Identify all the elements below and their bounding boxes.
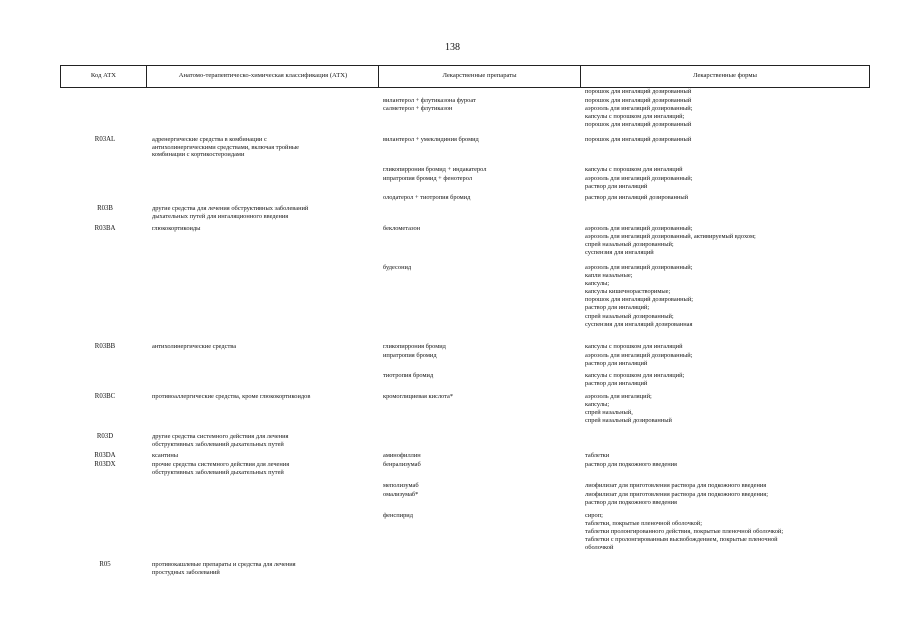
forms-5 xyxy=(585,175,865,191)
forms-9 xyxy=(585,343,865,351)
forms-6 xyxy=(585,194,865,202)
form-line: раствор для подкожного введения xyxy=(585,499,678,507)
drug-vilanterol-fluticasone: вилантерол + флутиказона фуроат xyxy=(383,97,476,104)
atc-line: простудных заболеваний xyxy=(152,568,220,576)
code-r05: R05 xyxy=(99,561,111,568)
drug-vilanterol-umeclidinium: вилантерол + умеклидиния бромид xyxy=(383,136,479,143)
form-line: оболочкой xyxy=(585,544,614,552)
atc-line: антихолинергическими средствами, включая тройные xyxy=(152,143,300,151)
drug-mepolizumab: меполизумаб xyxy=(383,482,419,489)
atc-r03bb xyxy=(152,343,372,351)
forms-1 xyxy=(585,97,865,105)
atc-line: другие средства для лечения обструктивных заболеваний xyxy=(152,205,309,212)
forms-8 xyxy=(585,264,865,329)
forms-3 xyxy=(585,136,865,144)
header-drugs: Лекарственные препараты xyxy=(442,72,517,80)
forms-14 xyxy=(585,461,865,469)
atc-r05 xyxy=(152,561,372,576)
form-line: раствор для ингаляций дозированный xyxy=(585,194,689,201)
atc-line: антихолинергические средства xyxy=(152,343,237,350)
form-line: капсулы с порошком для ингаляций; xyxy=(585,372,685,379)
atc-line: противокашлевые препараты и средства для лечения xyxy=(152,561,296,568)
code-r03ba: R03BA xyxy=(94,225,116,232)
forms-7 xyxy=(585,225,865,257)
form-line: таблетки xyxy=(585,452,610,459)
form-line: суспензия для ингаляций xyxy=(585,249,654,257)
form-line: таблетки с пролонгированным высвобождением, покрытые пленочной xyxy=(585,536,778,544)
atc-r03da xyxy=(152,452,372,460)
atc-line: глюкокортикоиды xyxy=(152,225,201,232)
form-line: таблетки, покрытые пленочной оболочкой; xyxy=(585,520,702,528)
forms-4 xyxy=(585,166,865,174)
form-line: аэрозоль для ингаляций дозированный; xyxy=(585,105,693,112)
atc-line: обструктивных заболеваний дыхательных путей xyxy=(152,468,284,476)
drug-salmeterol-fluticasone: салметерол + флутиказон xyxy=(383,105,453,112)
form-line: аэрозоль для ингаляций дозированный, активируемый вдохом; xyxy=(585,233,756,241)
atc-r03ba xyxy=(152,225,372,233)
atc-r03dx xyxy=(152,461,372,476)
drug-beclometasone: беклометазон xyxy=(383,225,421,232)
drug-glycopyrronium-indacaterol: гликопиррония бромид + индакатерол xyxy=(383,166,487,173)
atc-line: ксантины xyxy=(152,452,179,459)
atc-line: прочие средства системного действия для лечения xyxy=(152,461,290,468)
forms-16 xyxy=(585,491,865,507)
atc-line: обструктивных заболеваний дыхательных путей xyxy=(152,440,284,448)
form-line: раствор для ингаляций xyxy=(585,360,648,368)
atc-line: дыхательных путей для ингаляционного введения xyxy=(152,212,289,220)
page-number: 138 xyxy=(445,42,460,53)
form-line: лиофилизат для приготовления раствора для подкожного введения xyxy=(585,482,767,489)
header-forms: Лекарственные формы xyxy=(693,72,757,80)
form-line: капсулы; xyxy=(585,280,610,288)
form-line: порошок для ингаляций дозированный xyxy=(585,121,692,129)
drug-fenspiride: фенспирид xyxy=(383,512,413,519)
form-line: аэрозоль для ингаляций дозированный; xyxy=(585,352,693,359)
forms-13 xyxy=(585,452,865,460)
form-line: сироп; xyxy=(585,512,603,519)
form-line: раствор для подкожного введения xyxy=(585,461,678,468)
drug-olodaterol-tiotropium: олодатерол + тиотропия бромид xyxy=(383,194,471,201)
form-line: порошок для ингаляций дозированный; xyxy=(585,296,694,304)
form-line: спрей назальный дозированный xyxy=(585,417,672,425)
drug-omalizumab: омализумаб* xyxy=(383,491,419,498)
form-line: раствор для ингаляций xyxy=(585,380,648,388)
form-line: аэрозоль для ингаляций дозированный; xyxy=(585,264,693,271)
forms-15 xyxy=(585,482,865,490)
form-line: спрей назальный, xyxy=(585,409,633,417)
form-line: раствор для ингаляций; xyxy=(585,304,650,312)
form-line: капли назальные; xyxy=(585,272,633,280)
form-line: порошок для ингаляций дозированный xyxy=(585,88,692,95)
atc-r03b xyxy=(152,205,372,220)
form-line: капсулы с порошком для ингаляций xyxy=(585,166,683,173)
header-divider-1 xyxy=(146,65,147,88)
code-r03d: R03D xyxy=(96,433,114,440)
drug-glycopyrronium: гликопиррония бромид xyxy=(383,343,446,350)
forms-11 xyxy=(585,372,865,388)
forms-0 xyxy=(585,88,865,96)
form-line: капсулы кишечнорастворимые; xyxy=(585,288,671,296)
form-line: капсулы; xyxy=(585,401,610,409)
atc-r03d xyxy=(152,433,372,448)
drug-ipratropium: ипратропия бромид xyxy=(383,352,437,359)
code-r03dx: R03DX xyxy=(94,461,116,468)
atc-line: другие средства системного действия для лечения xyxy=(152,433,289,440)
form-line: таблетки пролонгированного действия, покрытые пленочной оболочкой; xyxy=(585,528,784,536)
form-line: порошок для ингаляций дозированный xyxy=(585,136,692,143)
form-line: аэрозоль для ингаляций; xyxy=(585,393,652,400)
header-divider-right xyxy=(869,65,870,88)
atc-line: комбинации с кортикостероидами xyxy=(152,151,245,159)
form-line: спрей назальный дозированный; xyxy=(585,241,674,249)
drug-ipratropium-fenoterol: ипратропия бромид + фенотерол xyxy=(383,175,473,182)
forms-17 xyxy=(585,512,865,552)
form-line: раствор для ингаляций xyxy=(585,183,648,191)
atc-line: адренергические средства в комбинации с xyxy=(152,136,267,143)
form-line: порошок для ингаляций дозированный xyxy=(585,97,692,104)
forms-2 xyxy=(585,105,865,129)
form-line: спрей назальный дозированный; xyxy=(585,312,674,320)
form-line: аэрозоль для ингаляций дозированный; xyxy=(585,225,693,232)
code-r03bc: R03BC xyxy=(94,393,116,400)
code-r03bb: R03BB xyxy=(94,343,116,350)
form-line: аэрозоль для ингаляций дозированный; xyxy=(585,175,693,182)
form-line: капсулы с порошком для ингаляций xyxy=(585,343,683,350)
drug-budesonide: будесонид xyxy=(383,264,412,271)
header-classification: Анатомо-терапевтическо-химическая классификация (АТХ) xyxy=(178,72,348,80)
code-r03da: R03DA xyxy=(94,452,116,459)
header-code: Код АТХ xyxy=(90,72,117,80)
atc-r03al xyxy=(152,136,372,159)
code-r03al: R03AL xyxy=(94,136,116,143)
code-r03b: R03B xyxy=(97,205,113,212)
form-line: суспензия для ингаляций дозированная xyxy=(585,320,693,328)
forms-10 xyxy=(585,352,865,368)
forms-12 xyxy=(585,393,865,425)
atc-line: противоаллергические средства, кроме глюкокортикоидов xyxy=(152,393,311,400)
drug-cromoglicic-acid: кромоглициевая кислота* xyxy=(383,393,454,400)
form-line: лиофилизат для приготовления раствора для подкожного введения; xyxy=(585,491,768,498)
drug-tiotropium: тиотропия бромид xyxy=(383,372,434,379)
atc-r03bc xyxy=(152,393,372,401)
drug-aminophylline: аминофиллин xyxy=(383,452,421,459)
drug-benralizumab: бенрализумаб xyxy=(383,461,421,468)
form-line: капсулы с порошком для ингаляций; xyxy=(585,113,685,121)
